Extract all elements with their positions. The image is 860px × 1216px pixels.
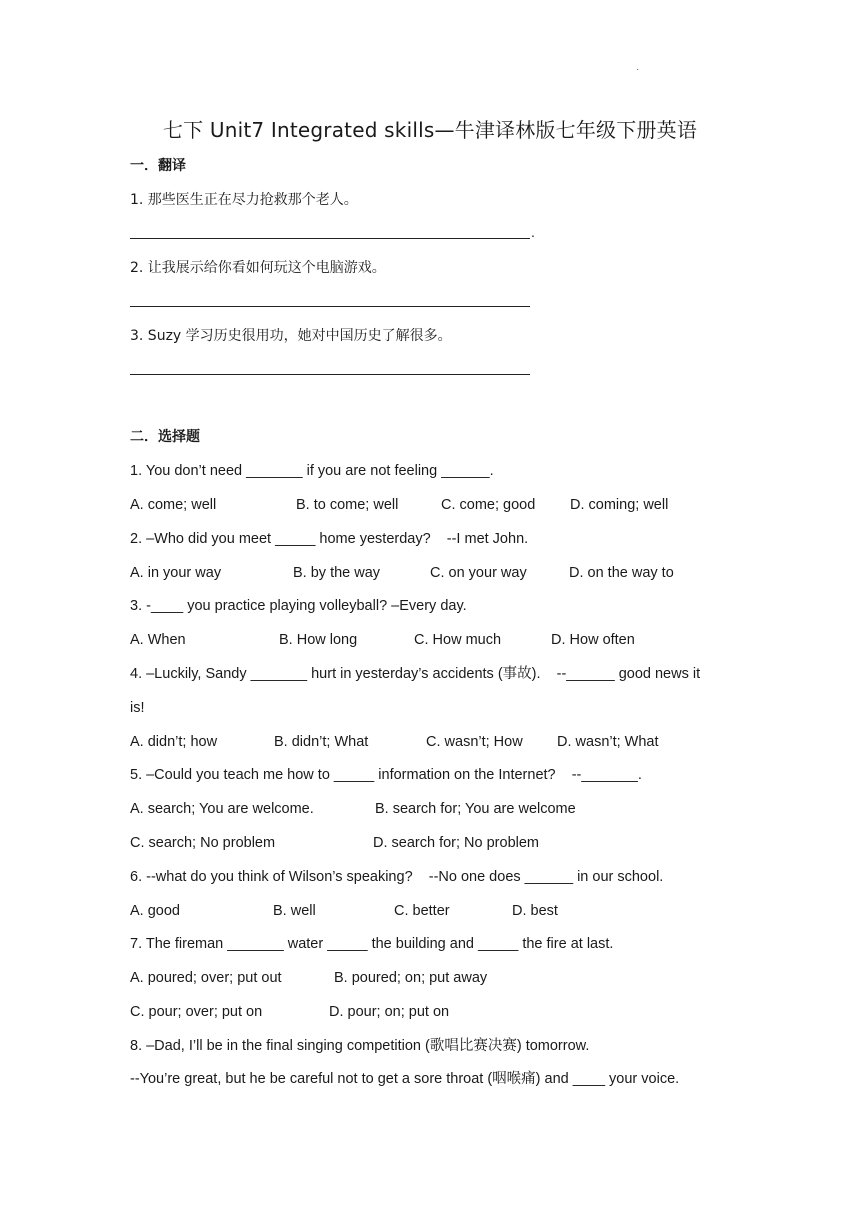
answer-blank-1[interactable] xyxy=(130,238,530,239)
q4-option-b: B. didn’t; What xyxy=(274,734,369,750)
q1-option-a: A. come; well xyxy=(130,497,217,513)
corner-mark: · xyxy=(636,64,640,75)
q6-option-b: B. well xyxy=(273,903,316,919)
question-7: 7. The fireman _______ water _____ the building and _____ the fire at last. xyxy=(130,936,614,952)
q4-option-a: A. didn’t; how xyxy=(130,734,218,750)
q7-option-b: B. poured; on; put away xyxy=(334,970,488,986)
translation-item-1: 1. 那些医生正在尽力抢救那个老人。 xyxy=(130,192,358,208)
question-2: 2. –Who did you meet _____ home yesterday? --I met John. xyxy=(130,531,529,547)
answer-blank-2[interactable] xyxy=(130,306,530,307)
q5-option-d: D. search for; No problem xyxy=(373,835,540,851)
answer-blank-1-period: . xyxy=(531,224,535,240)
q7-option-c: C. pour; over; put on xyxy=(130,1004,263,1020)
q6-option-d: D. best xyxy=(512,903,558,919)
question-6: 6. --what do you think of Wilson’s speaking? --No one does ______ in our school. xyxy=(130,869,664,885)
question-5: 5. –Could you teach me how to _____ information on the Internet? --_______. xyxy=(130,767,642,783)
q5-option-a: A. search; You are welcome. xyxy=(130,801,314,817)
translation-item-2: 2. 让我展示给你看如何玩这个电脑游戏。 xyxy=(130,260,386,276)
q2-option-c: C. on your way xyxy=(430,565,527,581)
q7-option-d: D. pour; on; put on xyxy=(329,1004,450,1020)
question-4-line-2: is! xyxy=(130,700,145,716)
section-heading-choice: 二．选择题 xyxy=(130,429,200,445)
question-8-line-1: 8. –Dad, I’ll be in the final singing competition (歌唱比赛决赛) tomorrow. xyxy=(130,1038,590,1054)
question-8-line-2: --You’re great, but he be careful not to get a sore throat (咽喉痛) and ____ your voice. xyxy=(130,1071,680,1087)
answer-blank-3[interactable] xyxy=(130,374,530,375)
page-title: 七下 Unit7 Integrated skills—牛津译林版七年级下册英语 xyxy=(162,118,698,142)
q3-option-d: D. How often xyxy=(551,632,635,648)
q1-option-b: B. to come; well xyxy=(296,497,399,513)
q2-option-a: A. in your way xyxy=(130,565,222,581)
q2-option-b: B. by the way xyxy=(293,565,381,581)
q4-option-d: D. wasn’t; What xyxy=(557,734,659,750)
q1-option-c: C. come; good xyxy=(441,497,536,513)
q6-option-c: C. better xyxy=(394,903,450,919)
q5-option-c: C. search; No problem xyxy=(130,835,276,851)
q3-option-a: A. When xyxy=(130,632,186,648)
question-1: 1. You don’t need _______ if you are not feeling ______. xyxy=(130,463,494,479)
q6-option-a: A. good xyxy=(130,903,180,919)
q2-option-d: D. on the way to xyxy=(569,565,674,581)
section-heading-translation: 一．翻译 xyxy=(130,158,186,174)
translation-item-3: 3. Suzy 学习历史很用功，她对中国历史了解很多。 xyxy=(130,328,452,344)
q4-option-c: C. wasn’t; How xyxy=(426,734,523,750)
q1-option-d: D. coming; well xyxy=(570,497,669,513)
question-3: 3. -____ you practice playing volleyball? –Every day. xyxy=(130,598,467,614)
q7-option-a: A. poured; over; put out xyxy=(130,970,282,986)
q5-option-b: B. search for; You are welcome xyxy=(375,801,576,817)
q3-option-b: B. How long xyxy=(279,632,358,648)
question-4-line-1: 4. –Luckily, Sandy _______ hurt in yesterday’s accidents (事故). --______ good news it xyxy=(130,666,701,682)
q3-option-c: C. How much xyxy=(414,632,502,648)
